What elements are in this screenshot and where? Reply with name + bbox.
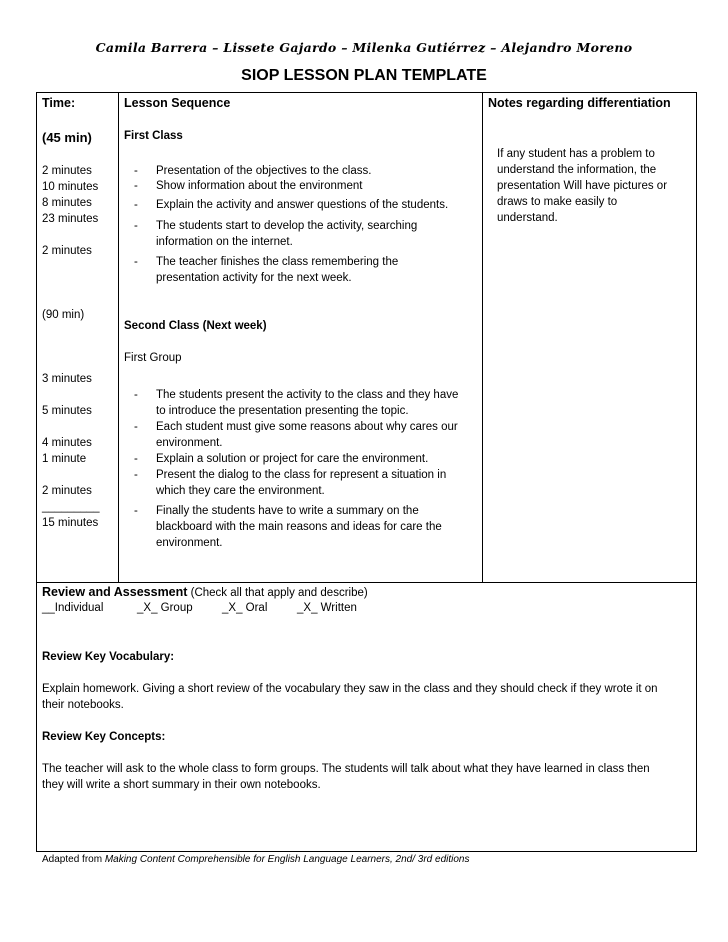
list-item-text: information on the internet. (156, 236, 293, 248)
bullet-dash: - (134, 389, 138, 401)
option-written: _X_ Written (297, 602, 357, 614)
authors-line: Camila Barrera – Lissete Gajardo – Milenka Gutiérrez – Alejandro Moreno (95, 40, 633, 55)
col-divider-2 (482, 92, 483, 582)
list-item-text: blackboard with the main reasons and ideas for care the (156, 521, 442, 533)
time-entry: 1 minute (42, 453, 87, 465)
list-item-text: Explain a solution or project for care the environment. (156, 453, 429, 465)
list-item-text: environment. (156, 437, 223, 449)
notes-line: understand. (497, 212, 558, 224)
time-entry: 10 minutes (42, 181, 99, 193)
time-separator: _________ (42, 501, 100, 513)
bullet-dash: - (134, 421, 138, 433)
option-individual: __Individual (42, 602, 104, 614)
bullet-dash: - (134, 165, 138, 177)
row-divider (36, 582, 697, 583)
vocab-text: Explain homework. Giving a short review of the vocabulary they saw in the class and they should check if they wrote it on (42, 683, 658, 695)
time-entry: 23 minutes (42, 213, 99, 225)
list-item-text: environment. (156, 537, 223, 549)
list-item-text: Show information about the environment (156, 180, 363, 192)
concepts-heading: Review Key Concepts: (42, 731, 166, 743)
time-entry: 4 minutes (42, 437, 92, 449)
review-heading (42, 584, 368, 601)
header-notes: Notes regarding differentiation (488, 96, 671, 110)
review-note: (Check all that apply and describe) (187, 587, 368, 599)
time-entry: 5 minutes (42, 405, 92, 417)
table-right-border (696, 92, 697, 852)
list-item-text: Present the dialog to the class for represent a situation in (156, 469, 447, 481)
time-total-second: (90 min) (42, 309, 85, 321)
second-class-heading: Second Class (Next week) (124, 320, 267, 332)
header-sequence: Lesson Sequence (124, 96, 231, 110)
bullet-dash: - (134, 505, 138, 517)
list-item-text: which they care the environment. (156, 485, 325, 497)
footer-prefix: Adapted from (42, 854, 105, 865)
option-group: _X_ Group (137, 602, 193, 614)
first-class-heading: First Class (124, 130, 183, 142)
list-item-text: Each student must give some reasons about why cares our (156, 421, 458, 433)
review-title: Review and Assessment (42, 585, 188, 599)
notes-line: If any student has a problem to (497, 148, 655, 160)
table-left-border (36, 92, 37, 852)
bullet-dash: - (134, 256, 138, 268)
list-item-text: presentation activity for the next week. (156, 272, 352, 284)
footer-source: Making Content Comprehensible for English Language Learners, 2nd/ 3rd editions (104, 854, 470, 865)
list-item-text: to introduce the presentation presenting the topic. (156, 405, 409, 417)
time-total-first: (45 min) (42, 130, 92, 145)
footer-citation (42, 854, 470, 865)
concepts-text: they will write a short summary in their own notebooks. (42, 779, 321, 791)
time-entry: 3 minutes (42, 373, 92, 385)
time-entry: 2 minutes (42, 165, 92, 177)
notes-line: understand the information, the (497, 164, 657, 176)
vocab-text: their notebooks. (42, 699, 124, 711)
time-entry: 2 minutes (42, 485, 92, 497)
bullet-dash: - (134, 180, 138, 192)
concepts-text: The teacher will ask to the whole class to form groups. The students will talk about what they have learned in class then (42, 763, 650, 775)
list-item-text: The students present the activity to the class and they have (156, 389, 459, 401)
table-bottom-border (36, 851, 697, 852)
notes-line: draws to make easily to (497, 196, 618, 208)
list-item-text: Explain the activity and answer questions of the students. (156, 199, 449, 211)
bullet-dash: - (134, 199, 138, 211)
list-item-text: The students start to develop the activity, searching (156, 220, 418, 232)
list-item-text: Presentation of the objectives to the class. (156, 165, 372, 177)
time-entry: 8 minutes (42, 197, 92, 209)
col-divider-1 (118, 92, 119, 582)
bullet-dash: - (134, 453, 138, 465)
group-label: First Group (124, 352, 182, 364)
time-entry: 15 minutes (42, 517, 99, 529)
bullet-dash: - (134, 469, 138, 481)
option-oral: _X_ Oral (222, 602, 268, 614)
time-entry: 2 minutes (42, 245, 92, 257)
header-time: Time: (42, 96, 76, 110)
page-title: SIOP LESSON PLAN TEMPLATE (241, 67, 487, 84)
notes-line: presentation Will have pictures or (497, 180, 668, 192)
vocab-heading: Review Key Vocabulary: (42, 651, 175, 663)
table-top-border (36, 92, 697, 93)
bullet-dash: - (134, 220, 138, 232)
list-item-text: The teacher finishes the class remembering the (156, 256, 399, 268)
list-item-text: Finally the students have to write a summary on the (156, 505, 419, 517)
